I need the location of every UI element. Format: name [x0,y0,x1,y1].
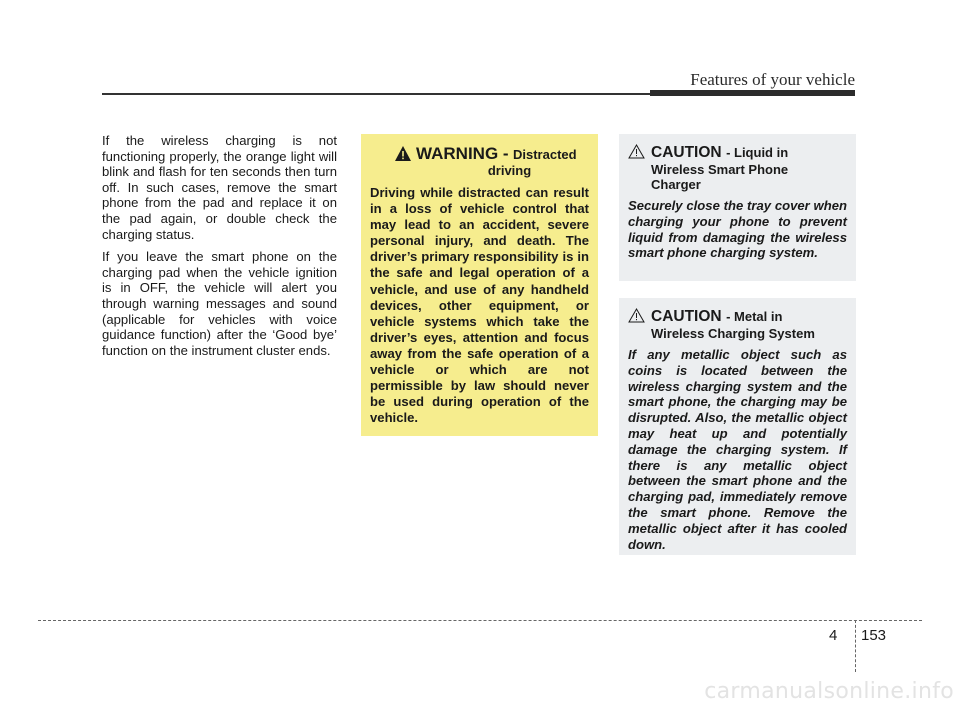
caution-triangle-icon [628,308,645,323]
warning-title: WARNING - [416,144,509,163]
chapter-number: 4 [829,627,838,644]
caution-text: Securely close the tray cover when charging your phone to prevent liquid from damaging the wireless smart phone charging system. [628,198,847,261]
caution-triangle-icon [628,144,645,159]
caution-box-liquid [619,134,856,281]
caution-text: If any metallic object such as coins is located between the wireless charging system and the smart phone, the charging may be disrupted. Also, the metallic object may heat up and potentially damage the charging system. If there is any metallic object between the smart phone and the charging pad, immediately remove the smart phone. Remove the metallic object after it has cooled down. [628,347,847,552]
caution-title: CAUTION [651,144,722,161]
caution-subtitle-line2: Wireless Charging System [651,326,815,341]
warning-text: Driving while distracted can result in a loss of vehicle control that may lead to an accident, severe personal injury, and death. The driver’s primary responsibility is in the safe and legal operation of a vehicle, and use of any handheld devices, other equipment, or vehicle systems which take the driver’s eyes, attention and focus away from the safe operation of a vehicle or which are not permissible by law should never be used during operation of the vehicle. [370,185,589,426]
footer-divider [855,620,856,672]
section-title: Features of your vehicle [690,70,855,89]
caution-subtitle-line3: Charger [651,177,701,192]
body-paragraph: If the wireless charging is not functioning properly, the orange light will blink and flash for ten seconds then turn off. In such cases, remove the smart phone from the pad and replace it on the pad again, or double check the charging status. [102,133,337,242]
watermark: carmanualsonline.info [704,679,954,704]
caution-title: CAUTION [651,308,722,325]
caution-box-metal [619,298,856,555]
body-column [102,133,337,365]
header-rule-accent [650,90,855,96]
body-paragraph: If you leave the smart phone on the charging pad when the vehicle ignition is in OFF, the vehicle will alert you through warning messages and sound (applicable for vehicles with voice guidance function) after the ‘Good bye’ function on the instrument cluster ends. [102,249,337,358]
warning-triangle-icon [395,146,411,161]
caution-subtitle: - Metal in [726,309,783,324]
page-number: 153 [861,627,887,644]
caution-heading [628,308,847,341]
caution-heading [628,144,847,192]
warning-subtitle-cont: driving [487,163,532,178]
footer-rule [38,620,922,621]
caution-subtitle: - Liquid in [726,145,789,160]
warning-subtitle: Distracted [513,147,577,162]
warning-heading [395,145,589,164]
warning-box [361,134,598,436]
caution-subtitle-line2: Wireless Smart Phone [651,162,789,177]
